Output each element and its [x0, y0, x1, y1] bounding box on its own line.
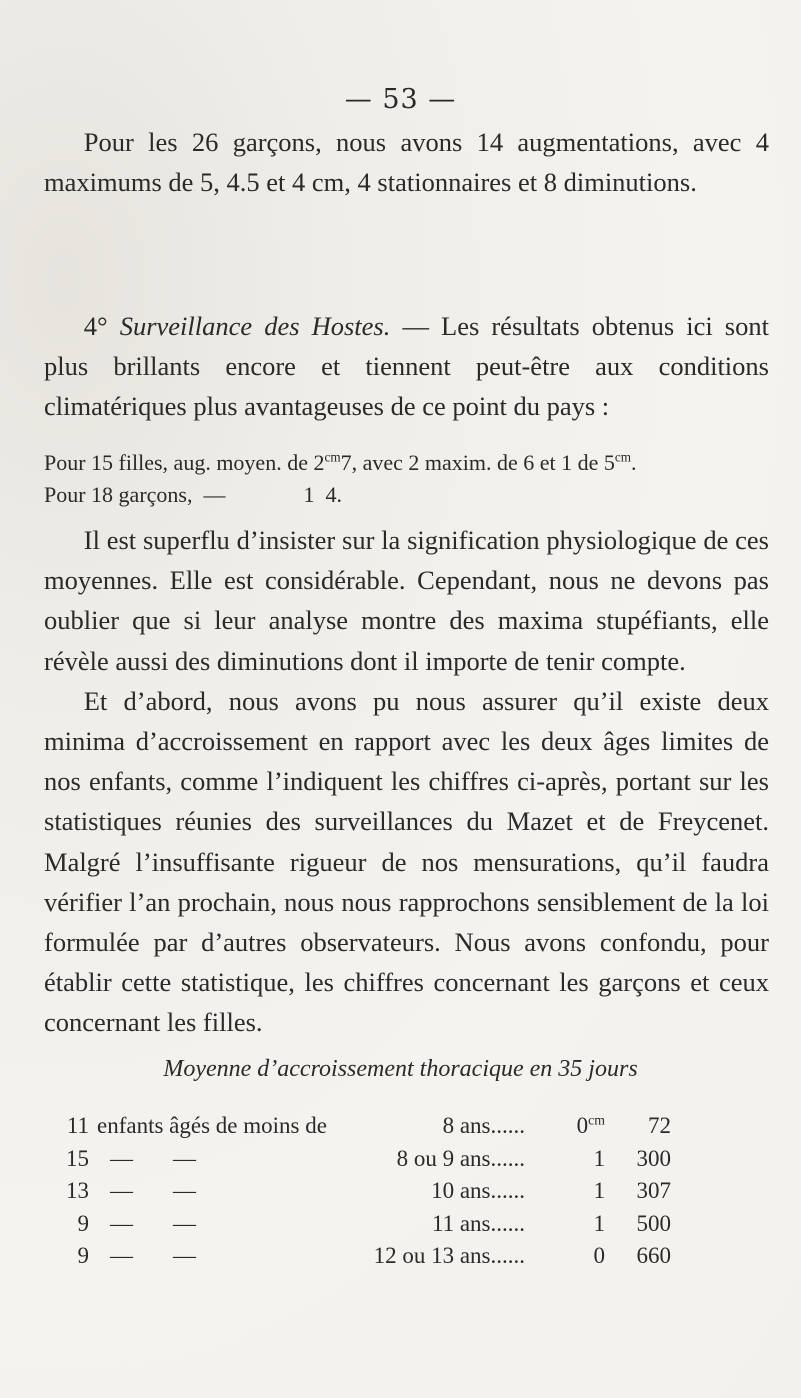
row-mm: 660 — [636, 1243, 671, 1268]
row-age: 12 ou 13 ans...... — [373, 1243, 525, 1268]
paragraph-minima: Et d’abord, nous avons pu nous assurer qu’il existe deux minima d’accroissement en rapport avec les deux âges limites de nos enfants, comme l’indiquent les chiffres ci-après, portant sur les statistiques réunies des surveillances du Mazet et de Freycenet. Malgré l’insuffisante rigueur de nos mensurations, qu’il faudra vérifier l’an prochain, nous nous rapprochons sensiblement de la loi formulée par d’autres observateurs. Nous avons confondu, pour établir cette statistique, les chiffres concernant les garçons et ceux concernant les filles. — [44, 685, 769, 1038]
stats-boys-cm: 1 — [303, 482, 315, 507]
table-row — [55, 1143, 735, 1176]
row-cm: 1 — [593, 1145, 605, 1171]
row-count: 9 — [77, 1210, 89, 1236]
row-age: 8 ans...... — [442, 1113, 525, 1138]
unit-sup-2: cm — [614, 449, 632, 465]
page-number: — 53 — — [344, 84, 457, 115]
row-cm: $0^{cm}$ — [576, 1112, 605, 1138]
stats-girls-end: . — [631, 450, 637, 475]
stats-boys-mm: 4. — [325, 482, 342, 507]
stats-girls-text-2: 7, avec 2 maxim. de 6 et 1 de 5 — [340, 450, 615, 475]
row-count: 13 — [66, 1178, 89, 1203]
row-dash: — — [173, 1210, 196, 1236]
row-mm: 300 — [636, 1145, 671, 1171]
row-unit-sup: cm — [588, 1112, 605, 1128]
discussion — [44, 520, 769, 1043]
paragraph-boys-results: Pour les 26 garçons, nous avons 14 augmentations, avec 4 maximums de 5, 4.5 et 4 cm, 4 stationnaires et 8 diminutions. — [44, 127, 769, 198]
paragraph-significance: Il est superflu d’insister sur la signification physiologique de ces moyennes. Elle est considérable. Cependant, nous ne devons pas oublier que si leur analyse montre des maxima stupéfiants, elle révèle aussi des diminutions dont il importe de tenir compte. — [44, 525, 769, 676]
row-dash: — — [173, 1243, 196, 1268]
row-dash: — — [173, 1178, 196, 1203]
row-age: 8 ou 9 ans...... — [396, 1145, 525, 1171]
stats-line-girls — [44, 447, 769, 479]
growth-table — [55, 1110, 735, 1273]
row-cm: 1 — [593, 1178, 605, 1203]
row-mm: 307 — [636, 1178, 671, 1203]
row-age: 11 ans...... — [431, 1210, 525, 1236]
table-caption: Moyenne d’accroissement thoracique en 35 jours — [163, 1056, 638, 1082]
stats-line-boys — [44, 479, 769, 511]
table-row — [55, 1175, 735, 1208]
row-dash: — — [173, 1145, 196, 1171]
row-count: 15 — [66, 1145, 89, 1171]
row-cm: 1 — [593, 1210, 605, 1236]
table-row — [55, 1110, 735, 1143]
row-dash: — — [110, 1243, 133, 1268]
section-title: Surveillance des Hostes. — [119, 311, 391, 341]
stats-boys-dash: — — [203, 482, 226, 507]
row-mm: 500 — [636, 1210, 671, 1236]
row-mm: 72 — [648, 1113, 671, 1138]
section-surveillance-hostes — [44, 306, 769, 427]
table-row — [55, 1208, 735, 1241]
row-age: 10 ans...... — [431, 1178, 525, 1203]
unit-sup: cm — [324, 449, 341, 465]
row-count: 9 — [77, 1243, 89, 1268]
row-label: enfants âgés de moins de — [97, 1113, 327, 1138]
section-text: — Les résultats obtenus ici sont plus brillants encore et tiennent peut-être aux conditions climatériques plus avantageuses de ce point du pays : — [44, 311, 769, 422]
growth-stats — [44, 447, 769, 511]
stats-girls-text: Pour 15 filles, aug. moyen. de 2 — [44, 450, 325, 475]
row-dash: — — [110, 1210, 133, 1236]
section-number: 4° — [83, 311, 108, 341]
stats-boys-text: Pour 18 garçons, — [44, 482, 193, 507]
row-cm: 0 — [593, 1243, 605, 1268]
row-dash: — — [110, 1145, 133, 1171]
row-count: 11 — [66, 1113, 89, 1138]
table-row — [55, 1240, 735, 1273]
row-dash: — — [110, 1178, 133, 1203]
